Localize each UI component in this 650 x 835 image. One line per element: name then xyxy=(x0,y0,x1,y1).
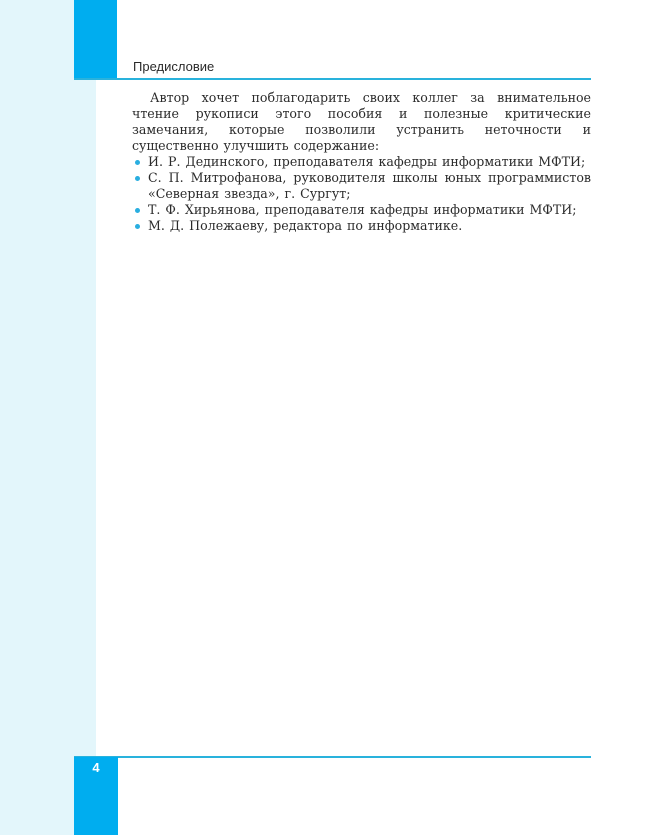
list-item-text: М. Д. Полежаеву, редактора по информатике. xyxy=(148,218,463,233)
list-item xyxy=(132,202,591,218)
page-number: 4 xyxy=(92,760,100,775)
list-item-text: И. Р. Дединского, преподавателя кафедры информатики МФТИ; xyxy=(148,154,586,169)
acknowledgement-list xyxy=(132,154,591,234)
bullet-icon xyxy=(135,208,140,213)
list-item xyxy=(132,154,591,170)
acknowledgement-paragraph: Автор хочет поблагодарить своих коллег за внимательное чтение рукописи этого пособия и полезные критические замечания, которые позволили устранить неточности и существенно улучшить содержание: xyxy=(132,90,591,153)
running-header-title: Предисловие xyxy=(133,59,215,74)
footer-rule xyxy=(74,756,591,758)
bullet-icon xyxy=(135,160,140,165)
header-rule xyxy=(74,78,591,80)
page-content xyxy=(132,90,591,234)
header-accent-block xyxy=(74,0,117,80)
page-margin-sidebar xyxy=(0,0,96,835)
list-item-text-line-2: «Северная звезда», г. Сургут; xyxy=(148,186,351,201)
list-item xyxy=(132,218,591,234)
list-item-text-line-1: С. П. Митрофанова, руководителя школы юных программистов xyxy=(148,170,591,185)
bullet-icon xyxy=(135,176,140,181)
list-item-text: Т. Ф. Хирьянова, преподавателя кафедры информатики МФТИ; xyxy=(148,202,577,217)
bullet-icon xyxy=(135,224,140,229)
list-item xyxy=(132,170,591,202)
